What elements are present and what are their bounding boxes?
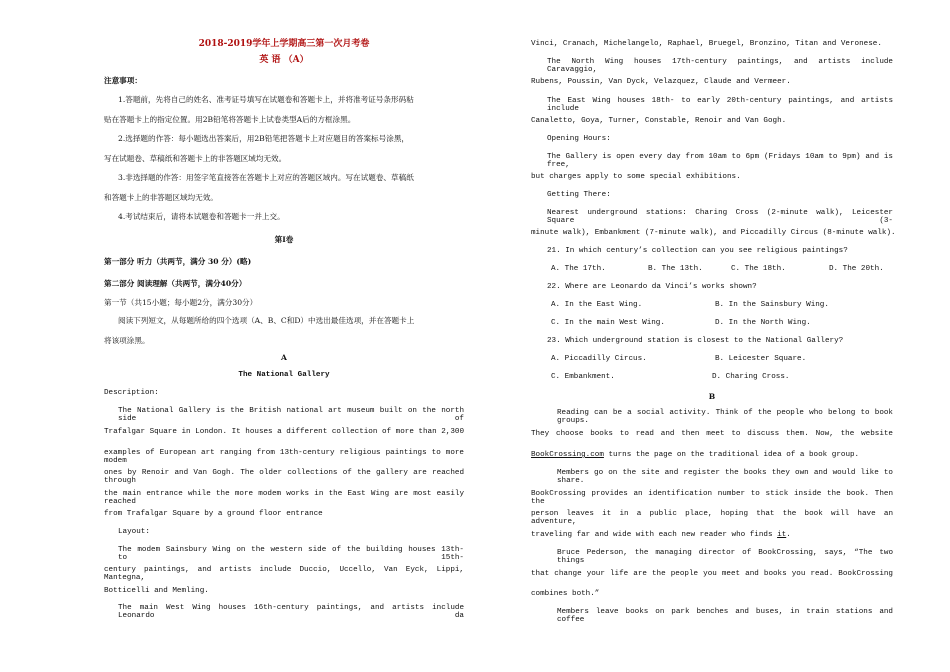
question-option: C. Embankment. <box>551 373 615 381</box>
question-option: A. Piccadilly Circus. <box>551 355 647 363</box>
passage-line: person leaves it in a public place, hoping that the book will have an adventure, <box>531 510 893 526</box>
bookcrossing-link[interactable]: BookCrossing.com <box>531 451 604 459</box>
question-stem: 23. Which underground station is closest to the National Gallery? <box>547 337 844 345</box>
question-option: A. The 17th. <box>551 265 606 273</box>
notes-item: 2.选择题的作答：每小题选出答案后，用2B铅笔把答题卡上对应题目的答案标号涂黑， <box>118 134 410 143</box>
passage-line: The National Gallery is the British national art museum built on the north side of <box>118 407 464 423</box>
passage-line: Canaletto, Goya, Turner, Constable, Renoir and Van Gogh. <box>531 117 787 125</box>
question-stem: 22. Where are Leonardo da Vinci’s works shown? <box>547 283 757 291</box>
passage-line: The modem Sainsbury Wing on the western side of the building houses 13th- to 15th- <box>118 546 464 562</box>
passage-line: Nearest underground stations: Charing Cross (2-minute walk), Leicester Square (3- <box>547 209 893 225</box>
question-stem: 21. In which century’s collection can you see religious paintings? <box>547 247 848 255</box>
underlined-word: it <box>777 531 787 539</box>
passage-line: The North Wing houses 17th-century paintings, and artists include Caravaggio, <box>547 58 893 74</box>
question-option: D. The 20th. <box>829 265 884 273</box>
passage-line: that change your life are the people you meet and books you read. BookCrossing <box>531 570 893 578</box>
passage-line <box>531 451 859 459</box>
notes-item: 贴在答题卡上的指定位置。用2B铅笔将答题卡上试卷类型A后的方框涂黑。 <box>104 115 356 124</box>
passage-a-label: A <box>281 353 287 362</box>
question-option: D. Charing Cross. <box>712 373 790 381</box>
passage-line: ones by Renoir and Van Gogh. The older collections of the gallery are reached through <box>104 469 464 485</box>
instructions-line: 阅读下列短文，从每题所给的四个选项（A、B、C和D）中选出最佳选项，并在答题卡上 <box>118 316 415 325</box>
notes-item: 和答题卡上的非答题区域均无效。 <box>104 193 218 202</box>
instructions-line: 将该项涂黑。 <box>104 336 150 345</box>
part2-heading: 第二部分 阅读理解（共两节，满分40分） <box>104 279 247 288</box>
passage-line: Opening Hours: <box>547 135 611 143</box>
question-option: B. Leicester Square. <box>715 355 807 363</box>
question-option: A. In the East Wing. <box>551 301 643 309</box>
passage-line: Trafalgar Square in London. It houses a different collection of more than 2,300 <box>104 428 465 436</box>
passage-line: Getting There: <box>547 191 611 199</box>
section1-heading: 第一节（共15小题；每小题2分，满分30分） <box>104 298 258 307</box>
passage-line: Description: <box>104 389 159 397</box>
passage-text: traveling far and wide with each new reader who finds <box>531 531 778 539</box>
question-option: B. In the Sainsbury Wing. <box>715 301 829 309</box>
passage-line: from Trafalgar Square by a ground floor entrance <box>104 510 323 518</box>
passage-line: The East Wing houses 18th- to early 20th-century paintings, and artists include <box>547 97 893 113</box>
notes-item: 3.非选择题的作答：用签字笔直接答在答题卡上对应的答题区域内。写在试题卷、草稿纸 <box>118 173 414 182</box>
notes-item: 1.答题前，先将自己的姓名、准考证号填写在试题卷和答题卡上，并将准考证号条形码粘 <box>118 95 414 104</box>
passage-text: . <box>786 531 791 539</box>
volume-heading: 第Ⅰ卷 <box>274 235 294 244</box>
passage-line: combines both.” <box>531 590 600 598</box>
passage-line: Botticelli and Memling. <box>104 587 209 595</box>
passage-line: but charges apply to some special exhibitions. <box>531 173 741 181</box>
exam-title: 2018-2019学年上学期高三第一次月考卷 <box>198 39 370 49</box>
notes-item: 4.考试结束后，请将本试题卷和答题卡一并上交。 <box>118 212 285 221</box>
passage-line: Layout: <box>118 528 150 536</box>
question-option: B. The 13th. <box>648 265 703 273</box>
exam-subtitle: 英 语 （A） <box>259 55 309 65</box>
part1-heading: 第一部分 听力（共两节，满分 30 分）(略) <box>104 257 252 266</box>
passage-b-label: B <box>708 392 716 401</box>
passage-line: Reading can be a social activity. Think of the people who belong to book groups. <box>557 409 893 425</box>
notes-heading: 注意事项： <box>104 76 142 85</box>
passage-line: Members leave books on park benches and buses, in train stations and coffee <box>557 608 893 624</box>
passage-line: minute walk), Embankment (7-minute walk), and Piccadilly Circus (8-minute walk). <box>531 229 896 237</box>
passage-line: century paintings, and artists include Duccio, Uccello, Van Eyck, Lippi, Mantegna, <box>104 566 464 582</box>
passage-line: The main West Wing houses 16th-century paintings, and artists include Leonardo da <box>118 604 464 620</box>
passage-a-title: The National Gallery <box>238 371 330 379</box>
passage-line: Members go on the site and register the books they own and would like to share. <box>557 469 893 485</box>
passage-line: They choose books to read and then meet to discuss them. Now, the website <box>531 430 893 438</box>
question-option: D. In the North Wing. <box>715 319 811 327</box>
question-option: C. In the main West Wing. <box>551 319 665 327</box>
notes-item: 写在试题卷、草稿纸和答题卡上的非答题区域均无效。 <box>104 154 287 163</box>
passage-line: Vinci, Cranach, Michelangelo, Raphael, Bruegel, Bronzino, Titan and Veronese. <box>531 40 882 48</box>
passage-text: turns the page on the traditional idea of a book group. <box>603 451 860 459</box>
passage-line: Bruce Pederson, the managing director of BookCrossing, says, “The two things <box>557 549 893 565</box>
passage-line: The Gallery is open every day from 10am to 6pm (Fridays 10am to 9pm) and is free, <box>547 153 893 169</box>
passage-line: the main entrance while the more modem works in the East Wing are most easily reached <box>104 490 464 506</box>
question-option: C. The 18th. <box>731 265 786 273</box>
passage-line: examples of European art ranging from 13th-century religious paintings to more modem <box>104 449 464 465</box>
passage-line <box>531 531 791 539</box>
passage-line: Rubens, Poussin, Van Dyck, Velazquez, Claude and Vermeer. <box>531 78 791 86</box>
passage-line: BookCrossing provides an identification number to stick inside the book. Then the <box>531 490 893 506</box>
